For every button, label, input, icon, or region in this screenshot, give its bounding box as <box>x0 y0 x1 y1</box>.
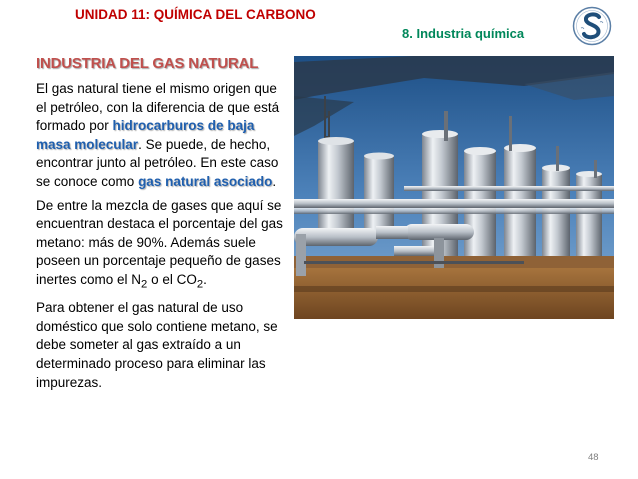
heading: INDUSTRIA DEL GAS NATURAL <box>36 55 259 72</box>
n2-subscript: 2 <box>141 278 148 291</box>
body-text <box>36 80 290 397</box>
school-logo-icon <box>572 6 612 46</box>
p1-text-b: . Se puede, de hecho, encontrar junto al petróleo. En este caso se conoce como <box>36 136 279 189</box>
section-title: 8. Industria química <box>402 26 525 41</box>
p2-text-a: De entre la mezcla de gases que aquí se encuentran destaca el porcentaje del gas metano: más de 90%. Además suele poseen un porcentaje pequeño de gases inertes como el N <box>36 197 283 287</box>
gas-plant-photo <box>294 56 614 319</box>
paragraph-3: Para obtener el gas natural de uso doméstico que solo contiene metano, se debe someter al gas extraído a un determinado proceso para eliminar las impurezas. <box>36 300 278 390</box>
highlight-gas-natural-asociado: gas natural asociado <box>138 173 273 189</box>
co2-subscript: 2 <box>196 278 204 291</box>
p1-text-c: . <box>272 173 277 189</box>
p2-text-c: . <box>203 271 207 287</box>
paragraph-1 <box>36 80 290 192</box>
unit-title: UNIDAD 11: QUÍMICA DEL CARBONO <box>75 7 316 22</box>
highlight-hidrocarburos: hidrocarburos de baja masa molecular <box>36 118 255 152</box>
page-number: 48 <box>588 452 599 463</box>
p1-text-a: El gas natural tiene el mismo origen que el petróleo, con la diferencia de que está formado por <box>36 81 280 134</box>
paragraph-2 <box>36 197 290 295</box>
p2-text-b: o el CO <box>147 271 197 287</box>
